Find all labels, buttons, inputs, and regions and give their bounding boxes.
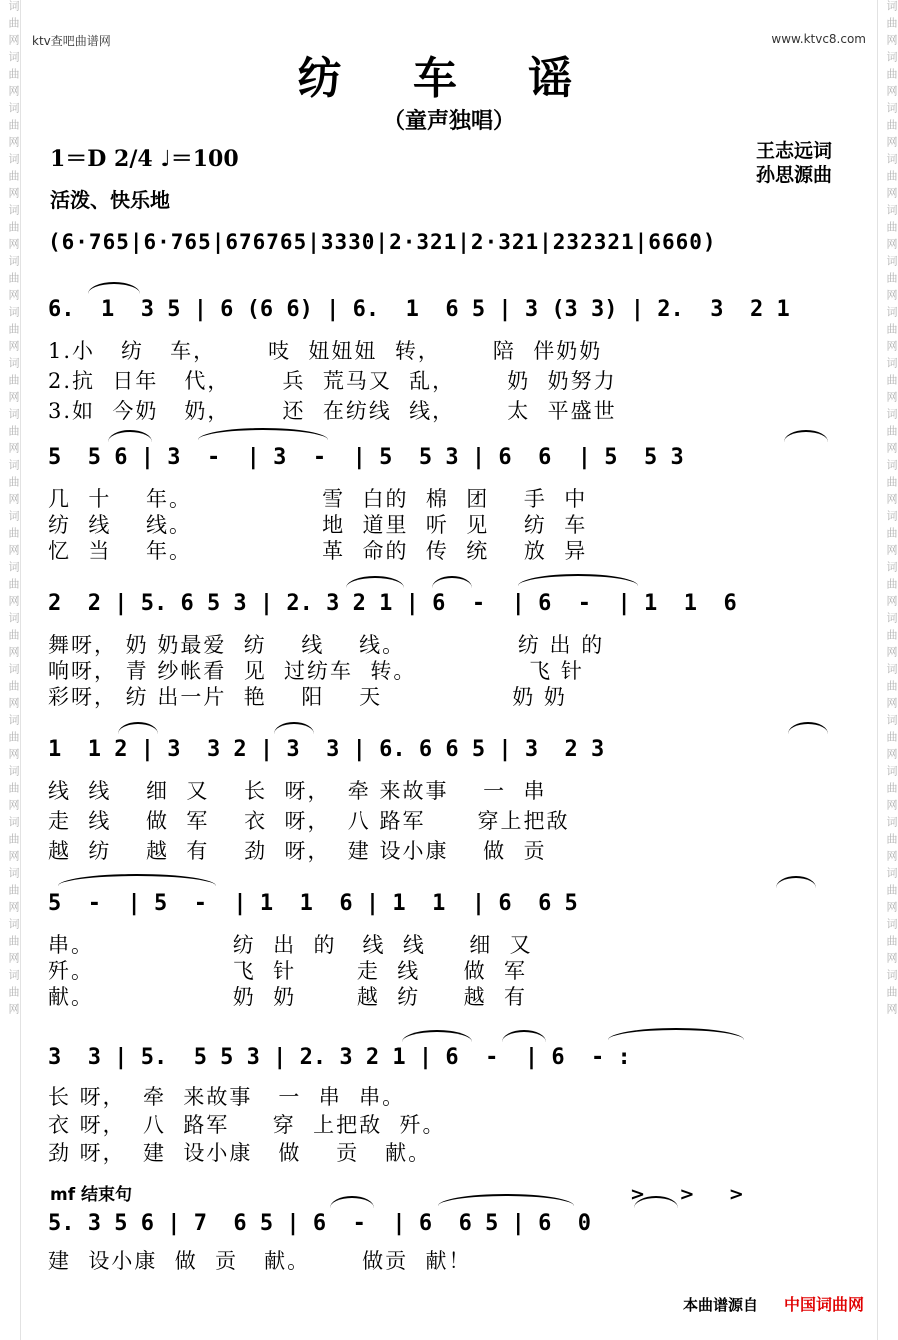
notes-line-3: 2 2 | 5. 6 5 3 | 2. 3 2 1 | 6 - | 6 - | 1 1 6 [48, 591, 737, 616]
song-title: 纺 车 谣 [297, 53, 601, 104]
tie [438, 1194, 574, 1206]
lyricist-credit: 王志远词 [756, 140, 833, 162]
lyric-line-6-verse-1: 长 呀， 牵 来故事 一 串 串。 [48, 1085, 406, 1109]
composer-credit: 孙思源曲 [756, 164, 833, 186]
lyric-line-1-verse-3: 3.如 今奶 奶， 还 在纺线 线， 太 平盛世 [48, 399, 617, 423]
tie [608, 1028, 744, 1040]
lyric-line-4-verse-2: 走 线 做 军 衣 呀， 八 路军 穿上把敌 [48, 809, 570, 833]
lyric-line-7: 建 设小康 做 贡 献。 做贡 献！ [48, 1249, 472, 1273]
song-subtitle: （童声独唱） [382, 109, 515, 134]
lyric-line-5-verse-3: 献。 奶 奶 越 纺 越 有 [48, 985, 527, 1009]
notes-line-4: 1 1 2 | 3 3 2 | 3 3 | 6. 6 6 5 | 3 2 3 [48, 737, 605, 762]
lyric-line-3-verse-2: 响呀， 青 纱帐看 见 过纺车 转。 飞 针 [48, 659, 584, 683]
lyric-line-2-verse-3: 忆 当 年。 革 命的 传 统 放 异 [48, 539, 588, 563]
accent-marks: > > > [630, 1184, 758, 1205]
tie [58, 874, 216, 886]
lyric-line-5-verse-2: 歼。 飞 针 走 线 做 军 [48, 959, 527, 983]
lyric-line-2-verse-2: 纺 线 线。 地 道里 听 见 纺 车 [48, 513, 588, 537]
site-label-right: www.ktvc8.com [771, 32, 866, 46]
lyric-line-4-verse-3: 越 纺 越 有 劲 呀， 建 设小康 做 贡 [48, 839, 547, 863]
lyric-line-5-verse-1: 串。 纺 出 的 线 线 细 又 [48, 933, 533, 957]
source-site-link[interactable]: 中国词曲网 [783, 1295, 864, 1314]
notes-line-6: 3 3 | 5. 5 5 3 | 2. 3 2 1 | 6 - | 6 - : [48, 1045, 631, 1070]
tie [198, 428, 328, 440]
lyric-line-4-verse-1: 线 线 细 又 长 呀， 牵 来故事 一 串 [48, 779, 547, 803]
lyric-line-2-verse-1: 几 十 年。 雪 白的 棉 团 手 中 [48, 487, 588, 511]
lyric-line-6-verse-2: 衣 呀， 八 路军 穿 上把敌 歼。 [48, 1113, 446, 1137]
notes-line-2: 5 5 6 | 3 - | 3 - | 5 5 3 | 6 6 | 5 5 3 [48, 445, 684, 470]
lyric-line-6-verse-3: 劲 呀， 建 设小康 做 贡 献。 [48, 1141, 432, 1165]
lyric-line-1-verse-1: 1.小 纺 车， 吱 妞妞妞 转， 陪 伴奶奶 [48, 339, 603, 363]
side-watermark-right: 词曲网词曲网词曲网词曲网词曲网词曲网词曲网词曲网词曲网词曲网词曲网词曲网词曲网词曲网词曲网词曲网词曲网词曲网词曲网词曲网 [877, 0, 898, 1340]
tie [518, 574, 638, 586]
key-and-tempo: 1＝D 2/4 ♩＝100 [50, 146, 239, 172]
side-watermark-left: 词曲网词曲网词曲网词曲网词曲网词曲网词曲网词曲网词曲网词曲网词曲网词曲网词曲网词曲网词曲网词曲网词曲网词曲网词曲网词曲网 [0, 0, 21, 1340]
ending-label: mf 结束句 [50, 1185, 133, 1205]
lyric-line-3-verse-1: 舞呀， 奶 奶最爱 纺 线 线。 纺 出 的 [48, 633, 605, 657]
expression-marking: 活泼、快乐地 [50, 188, 170, 212]
intro-notes: (6·765|6·765|676765|3330|2·321|2·321|232321|6660) [48, 230, 717, 254]
lyric-line-3-verse-3: 彩呀， 纺 出一片 艳 阳 天 奶 奶 [48, 685, 567, 709]
notes-line-1: 6. 1 3 5 | 6 (6 6) | 6. 1 6 5 | 3 (3 3) | 2. 3 2 1 [48, 297, 790, 322]
lyric-line-1-verse-2: 2.抗 日年 代， 兵 荒马又 乱， 奶 奶努力 [48, 369, 617, 393]
notes-line-7: 5. 3 5 6 | 7 6 5 | 6 - | 6 6 5 | 6 0 [48, 1211, 592, 1236]
source-label: 本曲谱源自 [682, 1296, 758, 1314]
notes-line-5: 5 - | 5 - | 1 1 6 | 1 1 | 6 6 5 [48, 891, 578, 916]
site-label-left: ktv查吧曲谱网 [32, 34, 111, 48]
